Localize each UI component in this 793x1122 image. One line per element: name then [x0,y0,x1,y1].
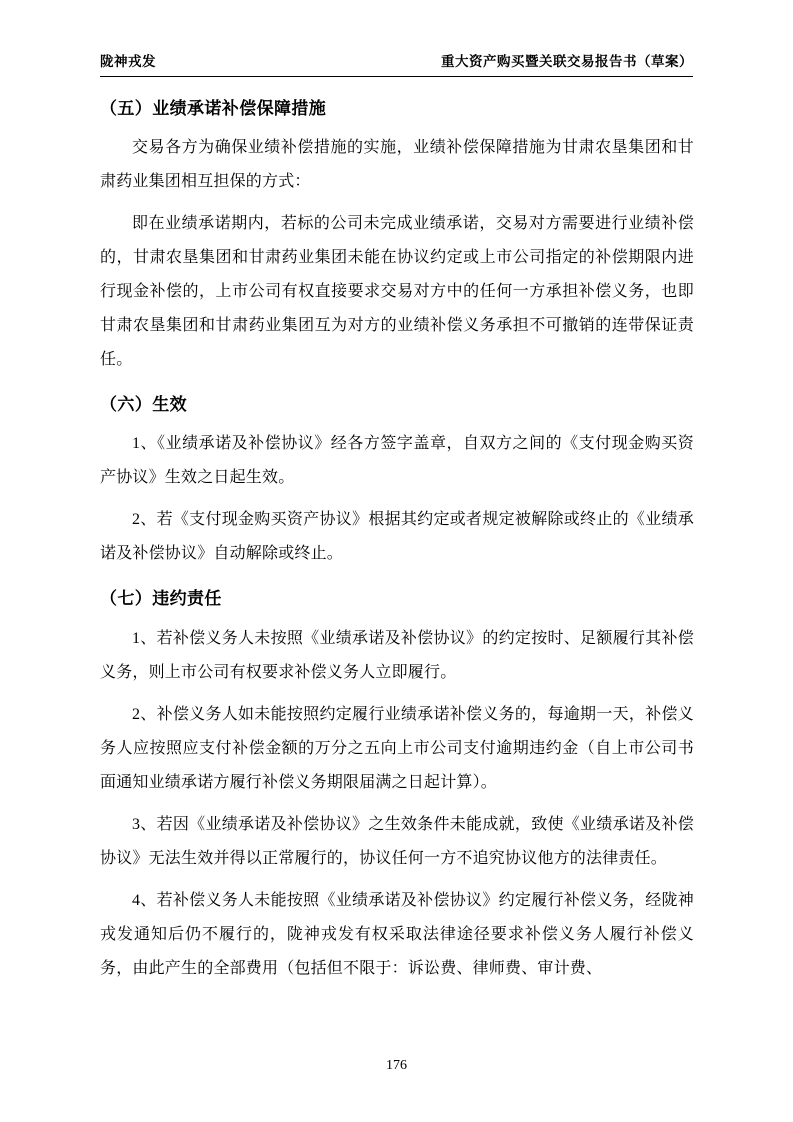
section7-paragraph-1: 1、若补偿义务人未按照《业绩承诺及补偿协议》的约定按时、足额履行其补偿义务，则上市公司有权要求补偿义务人立即履行。 [100,629,694,681]
spacer [100,690,694,698]
section-heading-6: （六）生效 [100,395,187,415]
spacer [100,613,694,622]
section5-paragraph-1: 交易各方为确保业绩补偿措施的实施，业绩补偿保障措施为甘肃农垦集团和甘肃药业集团相互担保的方式： [100,139,694,191]
section7-paragraph-2: 2、补偿义务人如未能按照约定履行业绩承诺补偿义务的，每逾期一天，补偿义务人应按照应支付补偿金额的万分之五向上市公司支付逾期违约金（自上市公司书面通知业绩承诺方履行补偿义务期限届满之日起计算）。 [100,705,694,791]
spacer [100,876,694,884]
spacer [100,199,694,207]
section6-paragraph-2: 2、若《支付现金购买资产协议》根据其约定或者规定被解除或终止的《业绩承诺及补偿协议》自动解除或终止。 [100,511,694,563]
section5-paragraph-2: 即在业绩承诺期内，若标的公司未完成业绩承诺，交易对方需要进行业绩补偿的，甘肃农垦集团和甘肃药业集团未能在协议约定或上市公司指定的补偿期限内进行现金补偿的，上市公司有权直接要求交易对方中的任何一方承担补偿义务，也即甘肃农垦集团和甘肃药业集团互为对方的业绩补偿义务承担不可撤销的连带保证责任。 [100,215,694,369]
spacer [100,495,694,503]
spacer [100,800,694,808]
page-number: 176 [386,1058,407,1073]
section7-paragraph-3: 3、若因《业绩承诺及补偿协议》之生效条件未能成就，致使《业绩承诺及补偿协议》无法生效并得以正常履行的，协议任何一方不追究协议他方的法律责任。 [100,815,694,867]
header-right-title: 重大资产购买暨关联交易报告书（草案） [441,54,693,69]
spacer [100,571,694,585]
header-left-title: 陇神戎发 [100,54,156,69]
section-heading-7: （七）违约责任 [100,589,222,609]
section6-paragraph-1: 1、《业绩承诺及补偿协议》经各方签字盖章，自双方之间的《支付现金购买资产协议》生效之日起生效。 [100,435,694,487]
section7-paragraph-4: 4、若补偿义务人未能按照《业绩承诺及补偿协议》约定履行补偿义务，经陇神戎发通知后仍不履行的，陇神戎发有权采取法律途径要求补偿义务人履行补偿义务，由此产生的全部费用（包括但不限于：诉讼费、律师费、审计费、 [100,891,694,977]
spacer [100,377,694,391]
header-divider [100,76,693,77]
page-header [100,50,693,70]
section-heading-5: （五）业绩承诺补偿保障措施 [100,99,327,118]
document-body [100,95,694,1032]
spacer [100,418,694,427]
spacer [100,122,694,131]
